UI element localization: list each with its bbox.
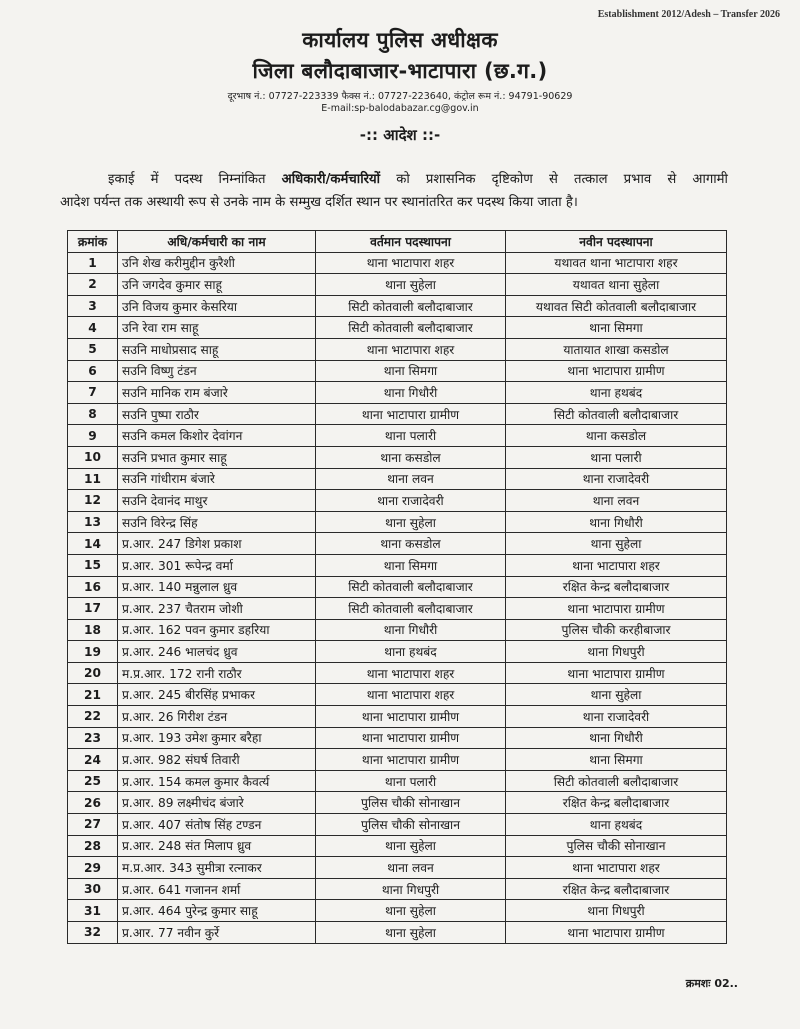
- table-row: [68, 835, 727, 857]
- header-employee-name: अधि/कर्मचारी का नाम: [118, 231, 316, 253]
- current-posting-cell: सिटी कोतवाली बलौदाबाजार: [316, 598, 506, 620]
- new-posting-cell: रक्षित केन्द्र बलौदाबाजार: [506, 878, 727, 900]
- table-row: [68, 770, 727, 792]
- serial-number-cell: 12: [68, 490, 118, 512]
- new-posting-cell: रक्षित केन्द्र बलौदाबाजार: [506, 576, 727, 598]
- current-posting-cell: थाना लवन: [316, 857, 506, 879]
- employee-name-cell: प्र.आर. 245 बीरसिंह प्रभाकर: [118, 684, 316, 706]
- new-posting-cell: थाना भाटापारा ग्रामीण: [506, 360, 727, 382]
- current-posting-cell: थाना सुहेला: [316, 274, 506, 296]
- new-posting-cell: थाना गिधपुरी: [506, 900, 727, 922]
- current-posting-cell: थाना सिमगा: [316, 554, 506, 576]
- new-posting-cell: थाना गिधौरी: [506, 727, 727, 749]
- new-posting-cell: रक्षित केन्द्र बलौदाबाजार: [506, 792, 727, 814]
- new-posting-cell: थाना राजादेवरी: [506, 468, 727, 490]
- employee-name-cell: प्र.आर. 407 संतोष सिंह टण्डन: [118, 814, 316, 836]
- employee-name-cell: प्र.आर. 193 उमेश कुमार बरैहा: [118, 727, 316, 749]
- current-posting-cell: थाना सुहेला: [316, 922, 506, 944]
- employee-name-cell: प्र.आर. 154 कमल कुमार कैवर्त्य: [118, 770, 316, 792]
- table-row: [68, 317, 727, 339]
- employee-name-cell: प्र.आर. 301 रूपेन्द्र वर्मा: [118, 554, 316, 576]
- continued-marker: क्रमशः 02..: [685, 977, 738, 990]
- serial-number-cell: 19: [68, 641, 118, 663]
- serial-number-cell: 21: [68, 684, 118, 706]
- employee-name-cell: सउनि पुष्पा राठौर: [118, 403, 316, 425]
- current-posting-cell: थाना कसडोल: [316, 533, 506, 555]
- table-row: [68, 900, 727, 922]
- employee-name-cell: सउनि माधोप्रसाद साहू: [118, 338, 316, 360]
- current-posting-cell: थाना सुहेला: [316, 900, 506, 922]
- serial-number-cell: 20: [68, 662, 118, 684]
- order-intro-paragraph: [60, 168, 728, 214]
- table-row: [68, 425, 727, 447]
- table-row: [68, 706, 727, 728]
- new-posting-cell: थाना हथबंद: [506, 382, 727, 404]
- current-posting-cell: थाना लवन: [316, 468, 506, 490]
- current-posting-cell: थाना भाटापारा शहर: [316, 338, 506, 360]
- serial-number-cell: 29: [68, 857, 118, 879]
- serial-number-cell: 6: [68, 360, 118, 382]
- new-posting-cell: थाना भाटापारा शहर: [506, 857, 727, 879]
- employee-name-cell: प्र.आर. 464 पुरेन्द्र कुमार साहू: [118, 900, 316, 922]
- current-posting-cell: पुलिस चौकी सोनाखान: [316, 792, 506, 814]
- employee-name-cell: उनि जगदेव कुमार साहू: [118, 274, 316, 296]
- current-posting-cell: थाना पलारी: [316, 425, 506, 447]
- new-posting-cell: थाना सुहेला: [506, 684, 727, 706]
- table-row: [68, 619, 727, 641]
- table-row: [68, 792, 727, 814]
- current-posting-cell: सिटी कोतवाली बलौदाबाजार: [316, 317, 506, 339]
- current-posting-cell: सिटी कोतवाली बलौदाबाजार: [316, 295, 506, 317]
- table-row: [68, 662, 727, 684]
- new-posting-cell: थाना पलारी: [506, 446, 727, 468]
- table-row: [68, 727, 727, 749]
- table-row: [68, 274, 727, 296]
- serial-number-cell: 14: [68, 533, 118, 555]
- serial-number-cell: 26: [68, 792, 118, 814]
- table-row: [68, 554, 727, 576]
- table-row: [68, 576, 727, 598]
- current-posting-cell: थाना भाटापारा शहर: [316, 252, 506, 274]
- serial-number-cell: 5: [68, 338, 118, 360]
- serial-number-cell: 13: [68, 511, 118, 533]
- intro-text-start: इकाई में पदस्थ निम्नांकित: [108, 172, 282, 187]
- current-posting-cell: थाना पलारी: [316, 770, 506, 792]
- new-posting-cell: यथावत थाना भाटापारा शहर: [506, 252, 727, 274]
- serial-number-cell: 18: [68, 619, 118, 641]
- table-row: [68, 338, 727, 360]
- serial-number-cell: 16: [68, 576, 118, 598]
- transfer-table: [67, 230, 727, 944]
- new-posting-cell: थाना हथबंद: [506, 814, 727, 836]
- contact-email: E-mail:sp-balodabazar.cg@gov.in: [321, 103, 479, 114]
- current-posting-cell: थाना हथबंद: [316, 641, 506, 663]
- new-posting-cell: यातायात शाखा कसडोल: [506, 338, 727, 360]
- district-title: जिला बलौदाबाजार-भाटापारा (छ.ग.): [252, 59, 548, 83]
- employee-name-cell: प्र.आर. 26 गिरीश टंडन: [118, 706, 316, 728]
- header-current-posting: वर्तमान पदस्थापना: [316, 231, 506, 253]
- employee-name-cell: म.प्र.आर. 343 सुमीत्रा रत्नाकर: [118, 857, 316, 879]
- serial-number-cell: 1: [68, 252, 118, 274]
- current-posting-cell: थाना सिमगा: [316, 360, 506, 382]
- serial-number-cell: 23: [68, 727, 118, 749]
- table-row: [68, 511, 727, 533]
- employee-name-cell: प्र.आर. 248 संत मिलाप ध्रुव: [118, 835, 316, 857]
- employee-name-cell: प्र.आर. 162 पवन कुमार डहरिया: [118, 619, 316, 641]
- current-posting-cell: सिटी कोतवाली बलौदाबाजार: [316, 576, 506, 598]
- serial-number-cell: 3: [68, 295, 118, 317]
- employee-name-cell: सउनि विष्णु टंडन: [118, 360, 316, 382]
- table-row: [68, 252, 727, 274]
- table-row: [68, 878, 727, 900]
- employee-name-cell: उनि रेवा राम साहू: [118, 317, 316, 339]
- employee-name-cell: सउनि कमल किशोर देवांगन: [118, 425, 316, 447]
- table-row: [68, 446, 727, 468]
- header-new-posting: नवीन पदस्थापना: [506, 231, 727, 253]
- employee-name-cell: सउनि देवानंद माथुर: [118, 490, 316, 512]
- current-posting-cell: थाना भाटापारा शहर: [316, 662, 506, 684]
- serial-number-cell: 27: [68, 814, 118, 836]
- establishment-reference: Establishment 2012/Adesh – Transfer 2026: [597, 9, 780, 20]
- employee-name-cell: प्र.आर. 641 गजानन शर्मा: [118, 878, 316, 900]
- header-serial-number: क्रमांक: [68, 231, 118, 253]
- office-title: कार्यालय पुलिस अधीक्षक: [302, 28, 498, 52]
- contact-phone-numbers: दूरभाष नं.: 07727-223339 फैक्स नं.: 07727-223640, कंट्रोल रूम नं.: 94791-90629: [227, 91, 573, 102]
- table-header-row: [68, 231, 727, 253]
- new-posting-cell: थाना भाटापारा ग्रामीण: [506, 922, 727, 944]
- current-posting-cell: थाना राजादेवरी: [316, 490, 506, 512]
- new-posting-cell: पुलिस चौकी सोनाखान: [506, 835, 727, 857]
- new-posting-cell: थाना लवन: [506, 490, 727, 512]
- serial-number-cell: 17: [68, 598, 118, 620]
- serial-number-cell: 25: [68, 770, 118, 792]
- employee-name-cell: प्र.आर. 77 नवीन कुर्रे: [118, 922, 316, 944]
- table-row: [68, 684, 727, 706]
- serial-number-cell: 8: [68, 403, 118, 425]
- serial-number-cell: 30: [68, 878, 118, 900]
- new-posting-cell: थाना सिमगा: [506, 317, 727, 339]
- serial-number-cell: 11: [68, 468, 118, 490]
- new-posting-cell: थाना सिमगा: [506, 749, 727, 771]
- new-posting-cell: यथावत थाना सुहेला: [506, 274, 727, 296]
- serial-number-cell: 31: [68, 900, 118, 922]
- employee-name-cell: प्र.आर. 247 डिगेश प्रकाश: [118, 533, 316, 555]
- serial-number-cell: 2: [68, 274, 118, 296]
- table-row: [68, 922, 727, 944]
- new-posting-cell: पुलिस चौकी करहीबाजार: [506, 619, 727, 641]
- employee-name-cell: प्र.आर. 140 मन्नुलाल ध्रुव: [118, 576, 316, 598]
- current-posting-cell: थाना गिधौरी: [316, 382, 506, 404]
- current-posting-cell: थाना कसडोल: [316, 446, 506, 468]
- current-posting-cell: थाना भाटापारा ग्रामीण: [316, 403, 506, 425]
- employee-name-cell: सउनि विरेन्द्र सिंह: [118, 511, 316, 533]
- table-row: [68, 641, 727, 663]
- intro-bold-term: अधिकारी/कर्मचारियों: [281, 172, 381, 187]
- current-posting-cell: थाना सुहेला: [316, 835, 506, 857]
- current-posting-cell: पुलिस चौकी सोनाखान: [316, 814, 506, 836]
- table-row: [68, 814, 727, 836]
- table-row: [68, 533, 727, 555]
- current-posting-cell: थाना गिधपुरी: [316, 878, 506, 900]
- table-row: [68, 468, 727, 490]
- employee-name-cell: प्र.आर. 89 लक्ष्मीचंद बंजारे: [118, 792, 316, 814]
- new-posting-cell: थाना भाटापारा शहर: [506, 554, 727, 576]
- new-posting-cell: थाना भाटापारा ग्रामीण: [506, 598, 727, 620]
- new-posting-cell: थाना गिधपुरी: [506, 641, 727, 663]
- current-posting-cell: थाना भाटापारा ग्रामीण: [316, 727, 506, 749]
- new-posting-cell: सिटी कोतवाली बलौदाबाजार: [506, 770, 727, 792]
- new-posting-cell: थाना कसडोल: [506, 425, 727, 447]
- employee-name-cell: सउनि प्रभात कुमार साहू: [118, 446, 316, 468]
- new-posting-cell: थाना भाटापारा ग्रामीण: [506, 662, 727, 684]
- current-posting-cell: थाना सुहेला: [316, 511, 506, 533]
- new-posting-cell: यथावत सिटी कोतवाली बलौदाबाजार: [506, 295, 727, 317]
- current-posting-cell: थाना भाटापारा ग्रामीण: [316, 749, 506, 771]
- intro-line-2: आदेश पर्यन्त तक अस्थायी रूप से उनके नाम के सम्मुख दर्शित स्थान पर स्थानांतरित कर पदस्थ किया जाता है।: [60, 195, 578, 210]
- employee-name-cell: सउनि मानिक राम बंजारे: [118, 382, 316, 404]
- table-row: [68, 749, 727, 771]
- intro-line-1: [60, 168, 728, 191]
- employee-name-cell: उनि शेख करीमुद्दीन कुरैशी: [118, 252, 316, 274]
- order-title: -:: आदेश ::-: [359, 126, 441, 144]
- employee-name-cell: म.प्र.आर. 172 रानी राठौर: [118, 662, 316, 684]
- new-posting-cell: थाना गिधौरी: [506, 511, 727, 533]
- serial-number-cell: 32: [68, 922, 118, 944]
- intro-text-end: को प्रशासनिक दृष्टिकोण से तत्काल प्रभाव से आगामी: [380, 172, 728, 187]
- table-row: [68, 490, 727, 512]
- serial-number-cell: 24: [68, 749, 118, 771]
- new-posting-cell: थाना राजादेवरी: [506, 706, 727, 728]
- table-row: [68, 857, 727, 879]
- serial-number-cell: 22: [68, 706, 118, 728]
- serial-number-cell: 9: [68, 425, 118, 447]
- employee-name-cell: सउनि गांधीराम बंजारे: [118, 468, 316, 490]
- table-row: [68, 295, 727, 317]
- serial-number-cell: 10: [68, 446, 118, 468]
- transfer-table-body: [68, 252, 727, 943]
- table-row: [68, 403, 727, 425]
- current-posting-cell: थाना भाटापारा शहर: [316, 684, 506, 706]
- serial-number-cell: 28: [68, 835, 118, 857]
- current-posting-cell: थाना भाटापारा ग्रामीण: [316, 706, 506, 728]
- new-posting-cell: सिटी कोतवाली बलौदाबाजार: [506, 403, 727, 425]
- employee-name-cell: प्र.आर. 982 संघर्ष तिवारी: [118, 749, 316, 771]
- table-row: [68, 360, 727, 382]
- serial-number-cell: 4: [68, 317, 118, 339]
- serial-number-cell: 7: [68, 382, 118, 404]
- employee-name-cell: प्र.आर. 237 चैतराम जोशी: [118, 598, 316, 620]
- employee-name-cell: प्र.आर. 246 भालचंद ध्रुव: [118, 641, 316, 663]
- table-row: [68, 382, 727, 404]
- current-posting-cell: थाना गिधौरी: [316, 619, 506, 641]
- employee-name-cell: उनि विजय कुमार केसरिया: [118, 295, 316, 317]
- new-posting-cell: थाना सुहेला: [506, 533, 727, 555]
- serial-number-cell: 15: [68, 554, 118, 576]
- table-row: [68, 598, 727, 620]
